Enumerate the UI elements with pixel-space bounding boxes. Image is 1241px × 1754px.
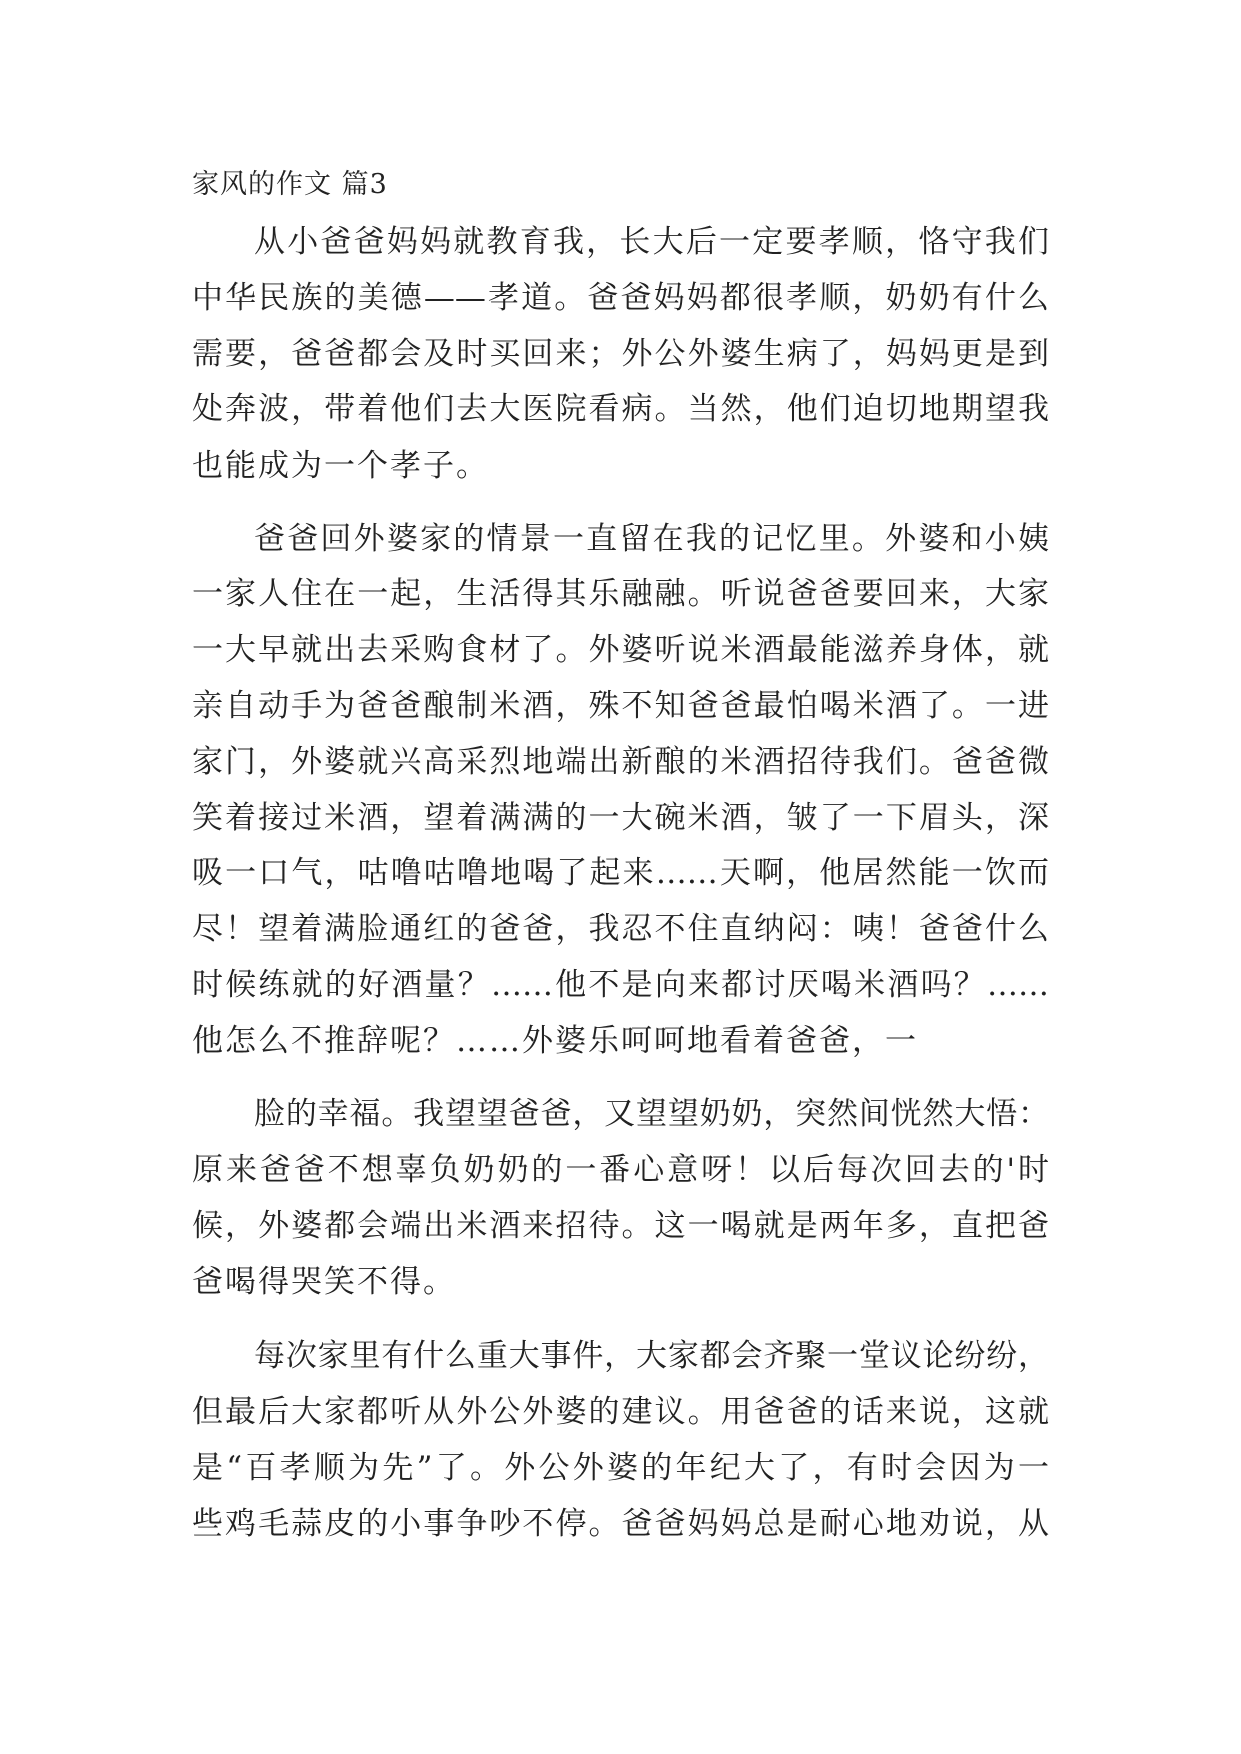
paragraph-line: 亲自动手为爸爸酿制米酒，殊不知爸爸最怕喝米酒了。一进 [192,688,1049,724]
paragraph-line: 爸喝得哭笑不得。 [192,1264,456,1300]
paragraph-line: 一家人住在一起，生活得其乐融融。听说爸爸要回来，大家 [192,576,1049,612]
paragraph-line: 爸爸回外婆家的情景一直留在我的记忆里。外婆和小姨 [254,521,1049,557]
paragraph-line: 每次家里有什么重大事件，大家都会齐聚一堂议论纷纷， [254,1338,1049,1374]
paragraph-line: 一大早就出去采购食材了。外婆听说米酒最能滋养身体，就 [192,632,1049,668]
paragraph-line: 尽！望着满脸通红的爸爸，我忍不住直纳闷：咦！爸爸什么 [192,911,1049,947]
paragraph-line: 些鸡毛蒜皮的小事争吵不停。爸爸妈妈总是耐心地劝说，从 [192,1506,1049,1542]
paragraph-line: 但最后大家都听从外公外婆的建议。用爸爸的话来说，这就 [192,1394,1049,1430]
paragraph-line: 脸的幸福。我望望爸爸，又望望奶奶，突然间恍然大悟： [254,1096,1049,1132]
paragraph-line: 家门，外婆就兴高采烈地端出新酿的米酒招待我们。爸爸微 [192,744,1049,780]
paragraph-line: 从小爸爸妈妈就教育我，长大后一定要孝顺，恪守我们 [254,224,1049,260]
paragraph-line: 中华民族的美德——孝道。爸爸妈妈都很孝顺，奶奶有什么 [192,280,1049,316]
paragraph-line: 也能成为一个孝子。 [192,448,489,484]
paragraph-line: 需要，爸爸都会及时买回来；外公外婆生病了，妈妈更是到 [192,336,1049,372]
paragraph-line: 他怎么不推辞呢？……外婆乐呵呵地看着爸爸，一 [192,1023,918,1059]
document-title: 家风的作文 篇3 [192,169,388,200]
paragraph-line: 吸一口气，咕噜咕噜地喝了起来……天啊，他居然能一饮而 [192,855,1049,891]
paragraph-line: 候，外婆都会端出米酒来招待。这一喝就是两年多，直把爸 [192,1208,1049,1244]
paragraph-line: 处奔波，带着他们去大医院看病。当然，他们迫切地期望我 [192,391,1049,427]
paragraph-line: 笑着接过米酒，望着满满的一大碗米酒，皱了一下眉头，深 [192,800,1049,836]
paragraph-line: 是“百孝顺为先”了。外公外婆的年纪大了，有时会因为一 [192,1450,1049,1486]
paragraph-line: 时候练就的好酒量？……他不是向来都讨厌喝米酒吗？…… [192,967,1049,1003]
paragraph-line: 原来爸爸不想辜负奶奶的一番心意呀！以后每次回去的'时 [192,1152,1049,1188]
